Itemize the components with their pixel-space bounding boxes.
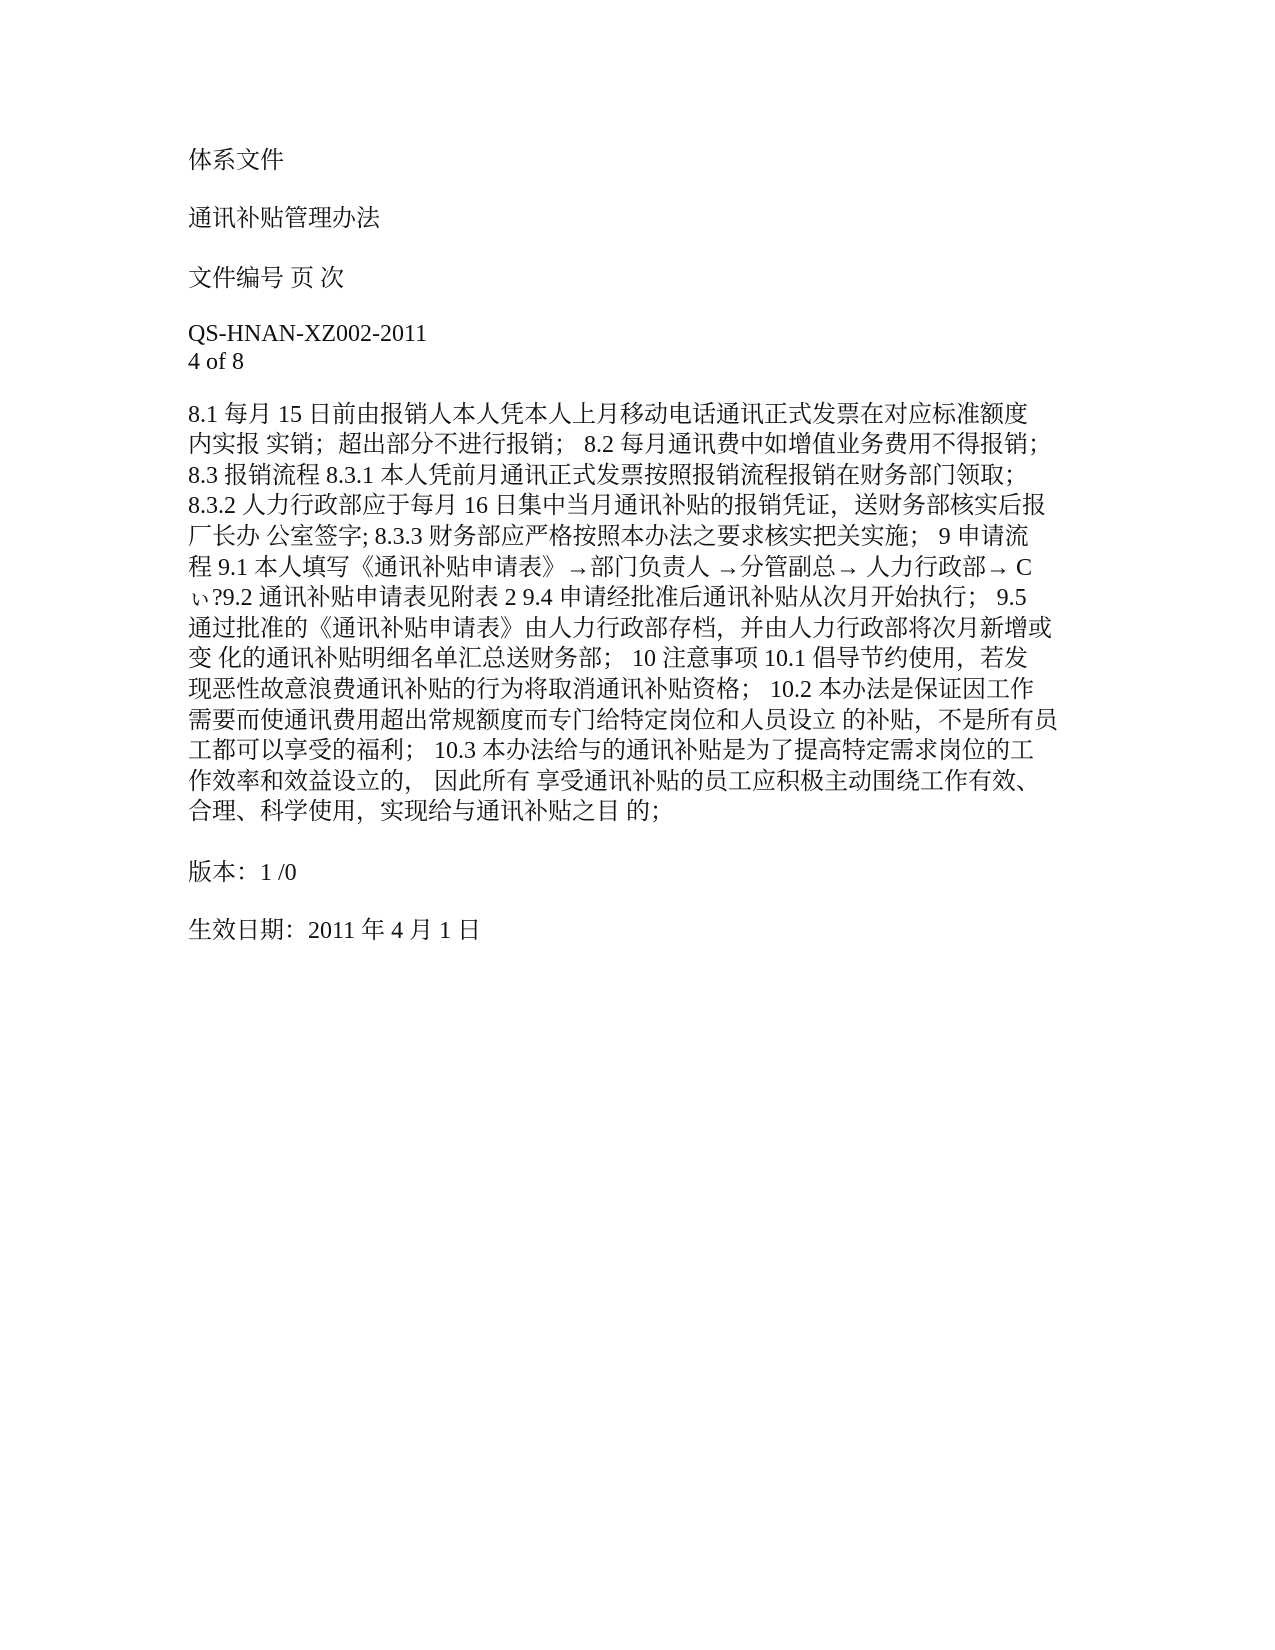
effective-date: 生效日期：2011 年 4 月 1 日 xyxy=(188,918,482,944)
body-line: 8.3.2 人力行政部应于每月 16 日集中当月通讯补贴的报销凭证，送财务部核实后报 xyxy=(188,493,1046,519)
doc-version: 版本：1 /0 xyxy=(188,860,297,886)
body-line: 8.1 每月 15 日前由报销人本人凭本人上月移动电话通讯正式发票在对应标准额度 xyxy=(188,402,1028,428)
body-line: 工都可以享受的福利； 10.3 本办法给与的通讯补贴是为了提高特定需求岗位的工 xyxy=(188,738,1034,764)
body-line: 通过批准的《通讯补贴申请表》由人力行政部存档，并由人力行政部将次月新增或 xyxy=(188,616,1052,642)
body-line: 厂长办 公室签字; 8.3.3 财务部应严格按照本办法之要求核实把关实施； 9 申请流 xyxy=(188,524,1029,550)
body-line: 作效率和效益设立的， 因此所有 享受通讯补贴的员工应积极主动围绕工作有效、 xyxy=(188,769,1040,795)
doc-category: 体系文件 xyxy=(188,148,284,174)
body-line: 需要而使通讯费用超出常规额度而专门给特定岗位和人员设立 的补贴，不是所有员 xyxy=(188,708,1058,734)
doc-meta-labels: 文件编号 页 次 xyxy=(188,266,344,292)
doc-title: 通讯补贴管理办法 xyxy=(188,206,380,232)
body-line: 程 9.1 本人填写《通讯补贴申请表》→部门负责人 →分管副总→ 人力行政部→ C xyxy=(188,555,1033,581)
body-line: 内实报 实销；超出部分不进行报销； 8.2 每月通讯费中如增值业务费用不得报销； xyxy=(188,432,1052,458)
doc-number: QS-HNAN-XZ002-2011 xyxy=(188,321,428,347)
body-line: 合理、科学使用，实现给与通讯补贴之目 的； xyxy=(188,799,674,825)
body-line: 现恶性故意浪费通讯补贴的行为将取消通讯补贴资格； 10.2 本办法是保证因工作 xyxy=(188,677,1034,703)
body-line: 8.3 报销流程 8.3.1 本人凭前月通讯正式发票按照报销流程报销在财务部门领取； xyxy=(188,463,1028,489)
body-line: 变 化的通讯补贴明细名单汇总送财务部； 10 注意事项 10.1 倡导节约使用，若发 xyxy=(188,646,1028,672)
page-info: 4 of 8 xyxy=(188,349,244,375)
body-line: ぃ?9.2 通讯补贴申请表见附表 2 9.4 申请经批准后通讯补贴从次月开始执行； 9.5 xyxy=(188,585,1027,611)
